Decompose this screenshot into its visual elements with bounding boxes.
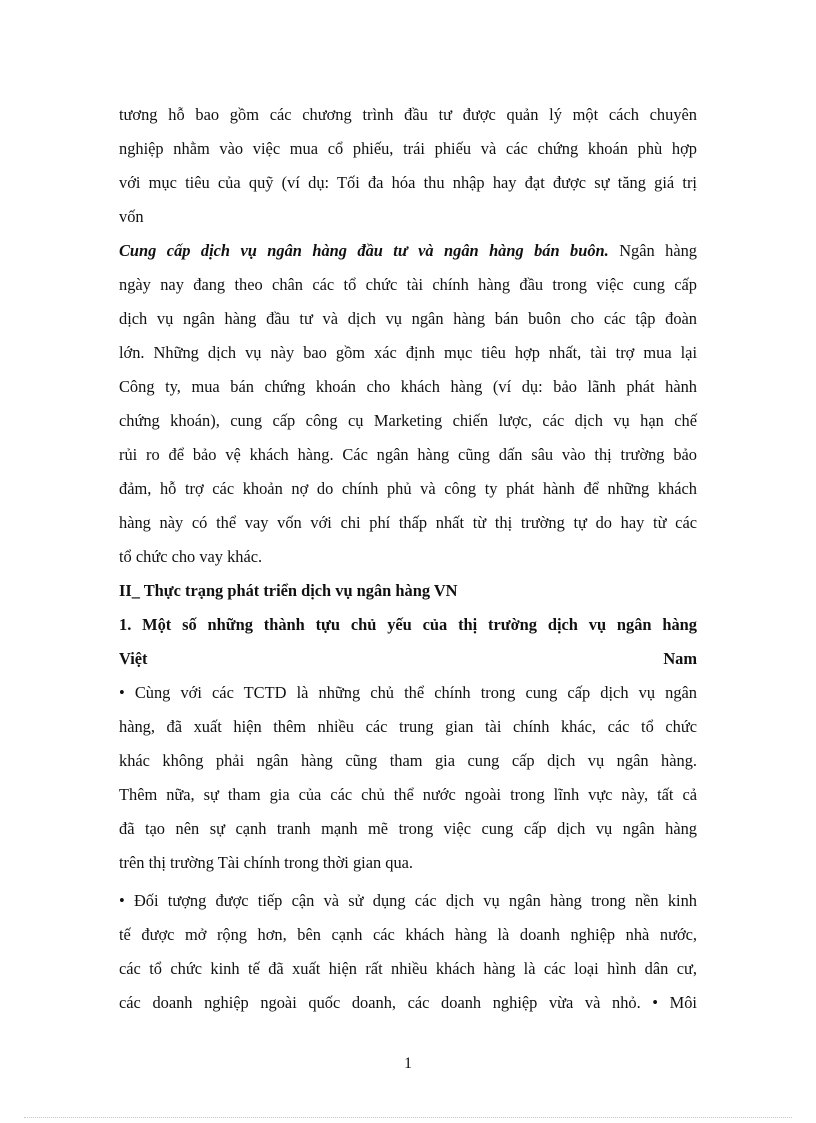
bullet-2-line: các tổ chức kinh tế đã xuất hiện rất nhiều khách hàng là các loại hình dân cư, [119,959,697,978]
paragraph-1-line: nghiệp nhằm vào việc mua cổ phiếu, trái phiếu và các chứng khoán phù hợp [119,139,697,158]
paragraph-1-line: vốn [119,207,144,226]
bullet-1-line: đã tạo nên sự cạnh tranh mạnh mẽ trong việc cung cấp dịch vụ ngân hàng [119,819,697,838]
paragraph-2-line: dịch vụ ngân hàng đầu tư và dịch vụ ngân hàng bán buôn cho các tập đoàn [119,309,697,328]
section-heading: II_ Thực trạng phát triển dịch vụ ngân hàng VN [119,581,458,600]
paragraph-2-first-line [119,241,697,263]
paragraph-2-line: rủi ro để bảo vệ khách hàng. Các ngân hàng cũng dấn sâu vào thị trường bảo [119,445,697,464]
paragraph-2-lead-rest: Ngân hàng [608,241,698,260]
paragraph-2-line: hàng này có thể vay vốn với chi phí thấp nhất từ thị trường tự do hay từ các [119,513,697,532]
paragraph-2-line: tổ chức cho vay khác. [119,547,263,566]
bullet-2-line: các doanh nghiệp ngoài quốc doanh, các doanh nghiệp vừa và nhỏ. • Môi [119,993,697,1012]
paragraph-2-line: đảm, hỗ trợ các khoản nợ do chính phủ và công ty phát hành để những khách [119,479,697,498]
bullet-1-line: Thêm nữa, sự tham gia của các chủ thể nước ngoài trong lĩnh vực này, tất cả [119,785,697,804]
paragraph-2-line: Công ty, mua bán chứng khoán cho khách hàng (ví dụ: bảo lãnh phát hành [119,377,697,396]
subsection-heading-line-2 [119,649,697,671]
bullet-1-line: trên thị trường Tài chính trong thời gian qua. [119,853,414,872]
paragraph-2-line: ngày nay đang theo chân các tổ chức tài chính hàng đầu trong việc cung cấp [119,275,697,294]
bullet-1-line: khác không phải ngân hàng cũng tham gia cung cấp dịch vụ ngân hàng. [119,751,697,770]
paragraph-1-line: tương hỗ bao gồm các chương trình đầu tư được quản lý một cách chuyên [119,105,697,124]
bullet-2-line: • Đối tượng được tiếp cận và sử dụng các dịch vụ ngân hàng trong nền kinh [119,891,697,910]
bullet-2-line: tế được mở rộng hơn, bên cạnh các khách hàng là doanh nghiệp nhà nước, [119,925,697,944]
subsection-heading-right-word: Nam [663,649,697,668]
page-number: 1 [404,1055,412,1072]
page-bottom-divider [24,1117,792,1118]
bullet-1-line: • Cùng với các TCTD là những chủ thể chính trong cung cấp dịch vụ ngân [119,683,697,702]
paragraph-2-lead-bold-italic: Cung cấp dịch vụ ngân hàng đầu tư và ngân hàng bán buôn. [119,241,609,260]
paragraph-1-line: với mục tiêu của quỹ (ví dụ: Tối đa hóa thu nhập hay đạt được sự tăng giá trị [119,173,697,192]
paragraph-2-line: lớn. Những dịch vụ này bao gồm xác định mục tiêu hợp nhất, tài trợ mua lại [119,343,697,362]
paragraph-2-line: chứng khoán), cung cấp công cụ Marketing chiến lược, các dịch vụ hạn chế [119,411,697,430]
subsection-heading-line-1: 1. Một số những thành tựu chủ yếu của thị trường dịch vụ ngân hàng [119,615,697,634]
subsection-heading-left-word: Việt [119,649,148,668]
bullet-1-line: hàng, đã xuất hiện thêm nhiều các trung gian tài chính khác, các tổ chức [119,717,697,736]
